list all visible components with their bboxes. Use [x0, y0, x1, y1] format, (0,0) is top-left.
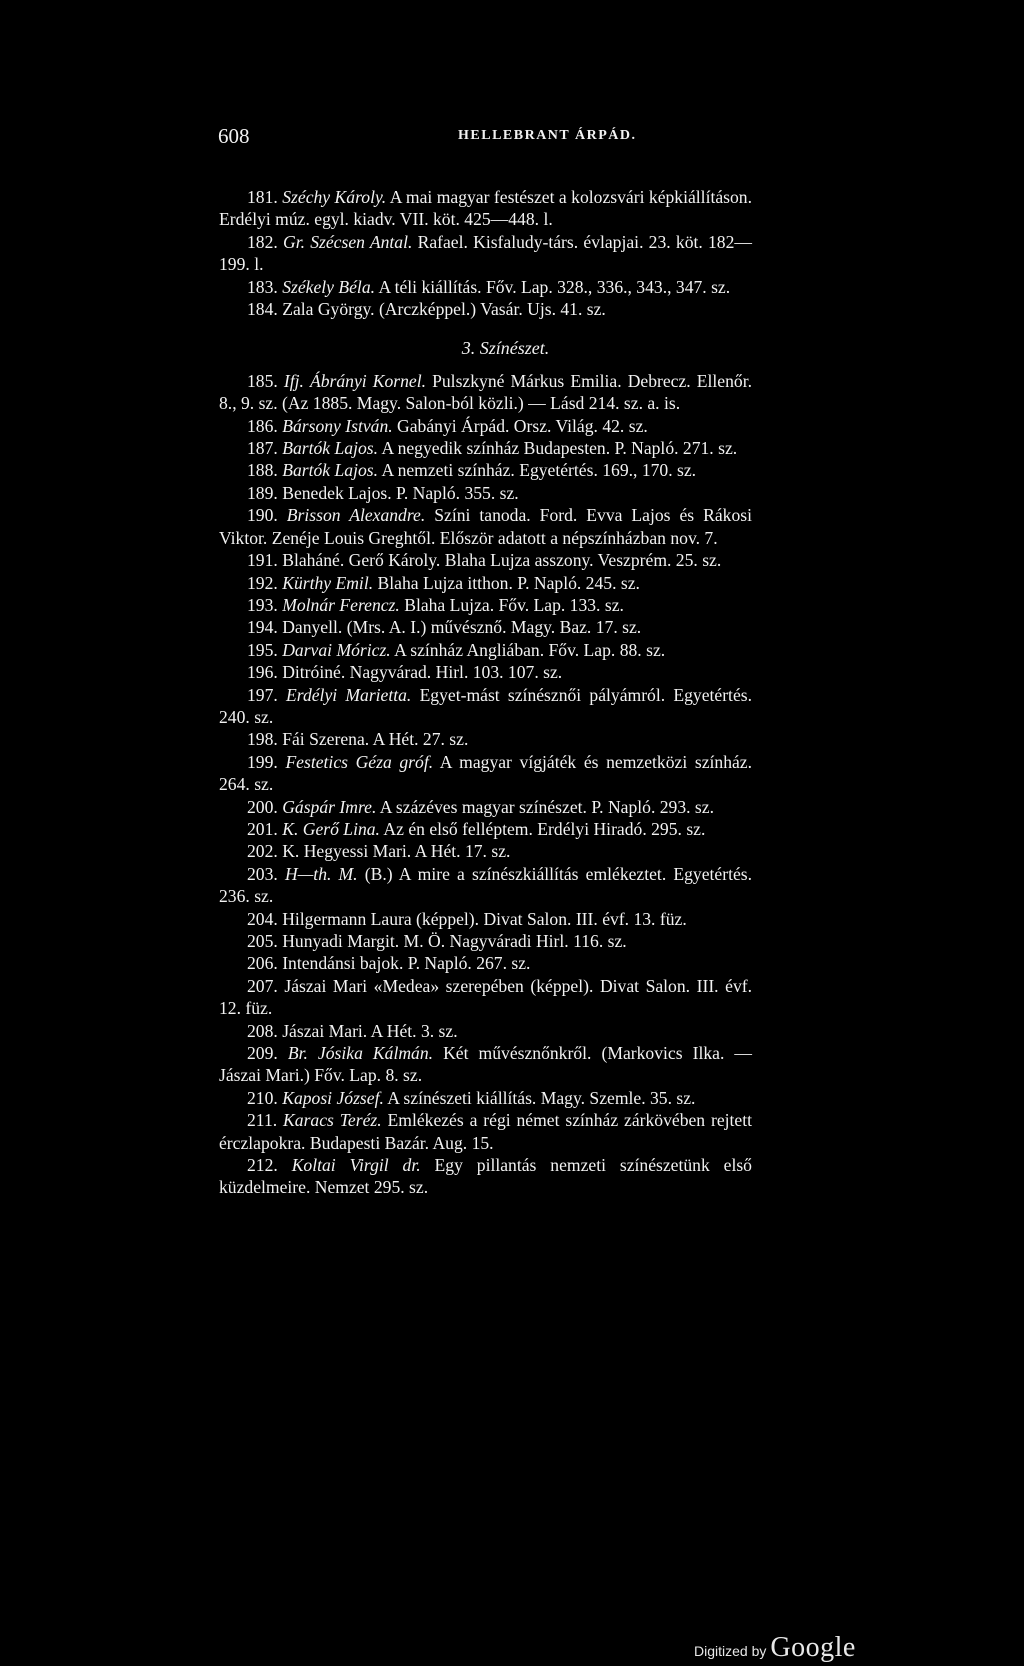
entry-number: 188. — [247, 460, 278, 481]
entry-text: Két művésznőnkről. (Markovics Ilka. — Jászai Mari.) Főv. Lap. 8. sz. — [219, 1043, 752, 1086]
bibliography-entry — [219, 840, 752, 862]
bibliography-entry — [219, 482, 752, 504]
entry-number: 198. — [247, 729, 278, 750]
entry-text: Zala György. (Arczképpel.) Vasár. Ujs. 41. sz. — [282, 299, 606, 320]
bibliography-entry — [219, 1154, 752, 1199]
page-number: 608 — [218, 124, 250, 148]
entry-text: A magyar vígjáték és nemzetközi színház. 264. sz. — [219, 751, 753, 795]
bibliography-entry — [219, 459, 752, 481]
entry-number: 211. — [247, 1110, 278, 1131]
bibliography-entry — [219, 594, 752, 616]
entry-number: 204. — [247, 908, 278, 929]
google-logo: Google — [770, 1632, 856, 1663]
bibliography-entry — [219, 818, 752, 840]
bibliography-entry — [219, 504, 752, 549]
entry-text: A színészeti kiállítás. Magy. Szemle. 35. sz. — [387, 1087, 696, 1108]
entry-number: 210. — [247, 1087, 278, 1108]
entry-author: Brisson Alexandre. — [286, 505, 426, 526]
entry-text: K. Hegyessi Mari. A Hét. 17. sz. — [282, 841, 511, 862]
bibliography-entry — [219, 930, 752, 952]
entry-number: 205. — [247, 931, 278, 951]
entry-text: Egy pillantás nemzeti színészetünk első küzdelmeire. Nemzet 295. sz. — [219, 1155, 752, 1198]
bibliography-entry — [219, 1109, 752, 1154]
entry-text: Az én első felléptem. Erdélyi Hiradó. 295. sz. — [383, 818, 706, 839]
entry-number: 181. — [247, 187, 278, 207]
entry-text: Fái Szerena. A Hét. 27. sz. — [282, 729, 469, 750]
entry-text: A százéves magyar színészet. P. Napló. 293. sz. — [379, 796, 714, 817]
bibliography-entry — [219, 952, 752, 974]
bibliography-entry — [219, 661, 752, 683]
entry-author: Széchy Károly. — [282, 187, 387, 207]
entry-number: 193. — [247, 594, 278, 615]
bibliography-entry — [219, 415, 752, 437]
section-heading: 3. Színészet. — [461, 338, 550, 359]
bibliography-entry — [219, 751, 752, 796]
running-head: HELLEBRANT ÁRPÁD. — [458, 128, 637, 143]
entry-text: Danyell. (Mrs. A. I.) művésznő. Magy. Baz. 17. sz. — [282, 617, 642, 638]
bibliography-entry — [219, 863, 752, 908]
entry-text: Pulszkyné Márkus Emilia. Debrecz. Ellenőr. 8., 9. sz. (Az 1885. Magy. Salon-ból közli.) — Lásd 214. sz. a. is. — [219, 370, 752, 414]
entry-number: 202. — [247, 841, 278, 862]
entry-number: 196. — [247, 662, 278, 683]
entry-text: A mai magyar festészet a kolozsvári képkiállításon. Erdélyi múz. egyl. kiadv. VII. köt. 425—448. l. — [219, 187, 752, 230]
entry-number: 182. — [247, 231, 278, 252]
entry-author: K. Gerő Lina. — [282, 818, 380, 839]
entry-text: Blaha Lujza. Főv. Lap. 133. sz. — [404, 594, 624, 615]
entry-text: Rafael. Kisfaludy-társ. évlapjai. 23. köt. 182—199. l. — [219, 231, 752, 275]
entry-number: 207. — [247, 975, 278, 996]
entry-number: 186. — [247, 415, 278, 436]
bibliography-entry — [219, 437, 752, 459]
entry-number: 200. — [247, 796, 278, 817]
bibliography-entry — [219, 572, 752, 594]
entry-author: Br. Jósika Kálmán. — [287, 1043, 434, 1064]
bibliography-entry — [219, 370, 752, 415]
bibliography-entry — [219, 186, 752, 231]
entry-number: 201. — [247, 818, 278, 839]
entry-number: 206. — [247, 953, 278, 974]
bibliography-entry — [219, 616, 752, 638]
entry-author: Darvai Móricz. — [282, 639, 391, 660]
entry-text: Emlékezés a régi német színház zárkövében rejtett érczlapokra. Budapesti Bazár. Aug. 15. — [219, 1110, 753, 1153]
entry-author: Bársony István. — [282, 415, 393, 436]
bibliography-entry — [219, 728, 752, 750]
entry-number: 187. — [247, 438, 278, 459]
digitized-label: Digitized by — [694, 1643, 767, 1659]
bibliography-entry — [219, 1087, 752, 1109]
bibliography-entry — [219, 796, 752, 818]
entry-text: Jászai Mari. A Hét. 3. sz. — [282, 1020, 458, 1041]
entry-number: 208. — [247, 1020, 278, 1041]
entry-number: 185. — [247, 370, 278, 391]
entry-author: Bartók Lajos. — [282, 438, 378, 459]
entry-author: Gáspár Imre. — [282, 796, 377, 817]
entry-text: A nemzeti színház. Egyetértés. 169., 170. sz. — [381, 460, 697, 481]
bibliography-content — [219, 186, 752, 1199]
entry-author: H—th. M. — [284, 863, 358, 884]
entry-author: Koltai Virgil dr. — [291, 1155, 421, 1176]
entry-number: 195. — [247, 639, 278, 660]
bibliography-entry — [219, 975, 752, 1020]
entry-author: Molnár Ferencz. — [282, 594, 400, 615]
entry-text: Jászai Mari «Medea» szerepében (képpel). Divat Salon. III. évf. 12. füz. — [219, 975, 752, 1019]
page-header — [218, 124, 758, 154]
entry-number: 199. — [247, 751, 278, 772]
entry-text: Hilgermann Laura (képpel). Divat Salon. III. évf. 13. füz. — [282, 908, 687, 929]
bibliography-entry — [219, 684, 752, 729]
entry-text: Gabányi Árpád. Orsz. Világ. 42. sz. — [397, 415, 648, 436]
entry-list-art — [219, 186, 752, 320]
entry-text: Ditróiné. Nagyvárad. Hirl. 103. 107. sz. — [282, 662, 563, 683]
entry-text: Blaha Lujza itthon. P. Napló. 245. sz. — [377, 572, 640, 593]
bibliography-entry — [219, 549, 752, 571]
entry-author: Ifj. Ábrányi Kornel. — [283, 370, 427, 391]
entry-number: 203. — [247, 863, 278, 884]
entry-text: Színi tanoda. Ford. Evva Lajos és Rákosi Viktor. Zenéje Louis Greghtől. Először adatott a népszínházban nov. 7. — [219, 505, 752, 548]
entry-author: Székely Béla. — [282, 276, 376, 297]
entry-author: Karacs Teréz. — [283, 1110, 382, 1131]
entry-author: Kaposi József. — [282, 1087, 384, 1108]
entry-number: 191. — [247, 550, 278, 571]
entry-text: Benedek Lajos. P. Napló. 355. sz. — [282, 482, 519, 503]
bibliography-entry — [219, 639, 752, 661]
entry-text: Hunyadi Margit. M. Ö. Nagyváradi Hirl. 116. sz. — [282, 931, 627, 951]
entry-text: Egyet-mást színésznői pályámról. Egyetértés. 240. sz. — [219, 684, 752, 727]
entry-text: A negyedik színház Budapesten. P. Napló. 271. sz. — [381, 438, 738, 459]
entry-text: A színház Angliában. Főv. Lap. 88. sz. — [394, 639, 666, 660]
entry-number: 209. — [247, 1043, 278, 1064]
entry-number: 183. — [247, 276, 278, 297]
entry-author: Kürthy Emil. — [282, 572, 374, 593]
entry-number: 197. — [247, 684, 278, 705]
bibliography-entry — [219, 231, 752, 276]
entry-number: 190. — [247, 505, 278, 526]
bibliography-entry — [219, 276, 752, 298]
entry-number: 184. — [247, 299, 278, 320]
bibliography-entry — [219, 908, 752, 930]
digitization-footer — [694, 1632, 856, 1664]
entry-number: 212. — [247, 1155, 278, 1176]
bibliography-entry — [219, 1020, 752, 1042]
entry-text: Blaháné. Gerő Károly. Blaha Lujza asszony. Veszprém. 25. sz. — [282, 550, 722, 571]
bibliography-entry — [219, 298, 752, 320]
entry-list-theatre — [219, 370, 752, 1199]
entry-number: 192. — [247, 572, 278, 593]
bibliography-entry — [219, 1042, 752, 1087]
entry-number: 194. — [247, 617, 278, 638]
entry-text: Intendánsi bajok. P. Napló. 267. sz. — [282, 953, 531, 974]
entry-text: A téli kiállítás. Főv. Lap. 328., 336., 343., 347. sz. — [378, 276, 731, 297]
entry-author: Gr. Szécsen Antal. — [283, 231, 413, 252]
entry-author: Erdélyi Marietta. — [286, 684, 412, 705]
entry-author: Festetics Géza gróf. — [285, 751, 434, 772]
entry-text: (B.) A mire a színészkiállítás emlékeztet. Egyetértés. 236. sz. — [219, 863, 753, 907]
entry-number: 189. — [247, 482, 278, 503]
entry-author: Bartók Lajos. — [282, 460, 378, 481]
